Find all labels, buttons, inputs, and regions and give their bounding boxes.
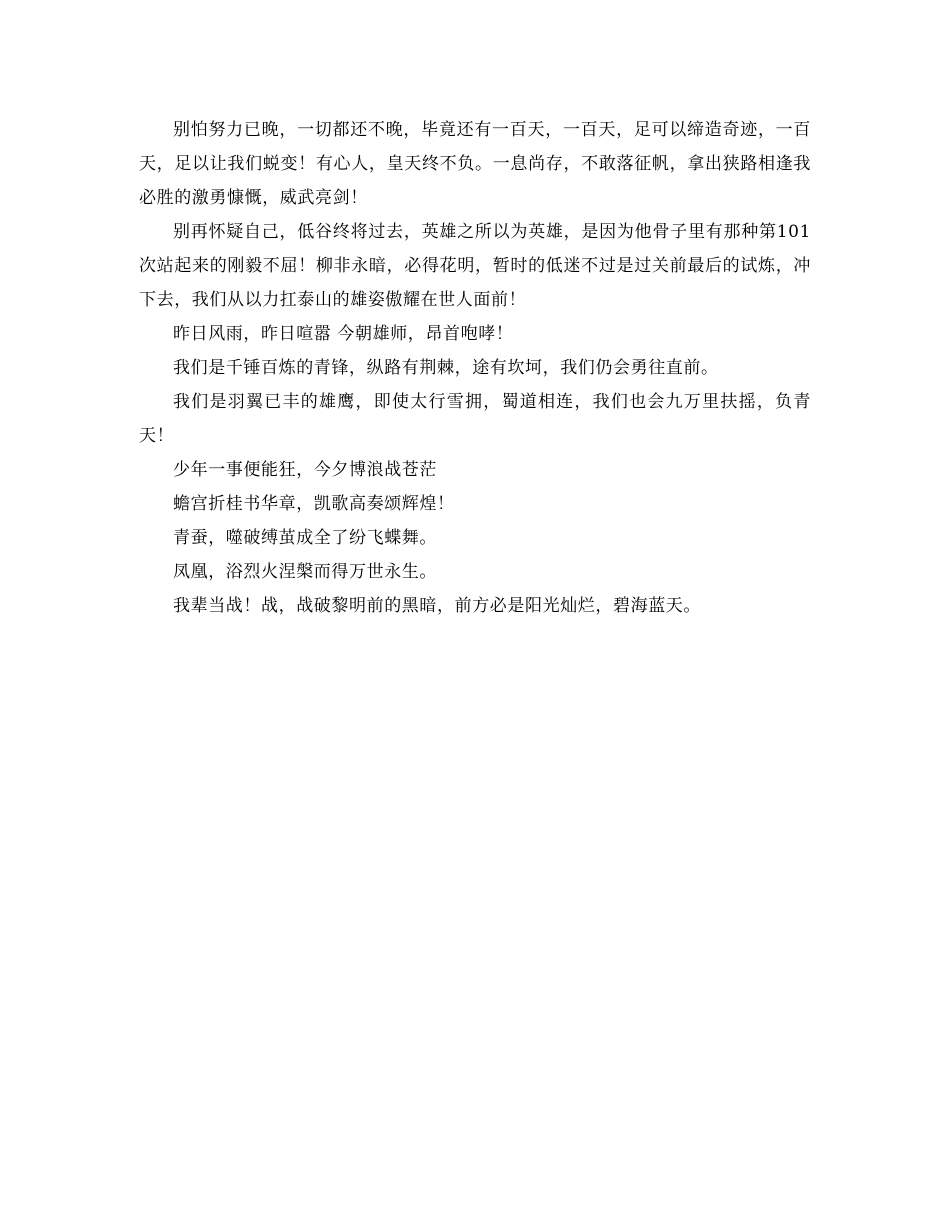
paragraph-7: 蟾宫折桂书华章，凯歌高奏颂辉煌！ — [173, 494, 455, 514]
paragraph-5: 我们是羽翼已丰的雄鹰，即使太行雪拥，蜀道相连，我们也会九万里扶摇，负青天！ — [139, 392, 811, 446]
paragraph-3: 昨日风雨，昨日喧嚣 今朝雄师，昂首咆哮！ — [173, 324, 514, 344]
paragraph-2: 别再怀疑自己，低谷终将过去，英雄之所以为英雄，是因为他骨子里有那种第101次站起来的刚毅不屈！柳非永暗，必得花明，暂时的低迷不过是过关前最后的试炼，冲下去，我们从以力扛泰山的雄姿傲耀在世人面前！ — [139, 222, 811, 310]
paragraph-8: 青蚕，噬破缚茧成全了纷飞蝶舞。 — [173, 528, 437, 548]
paragraph-10: 我辈当战！战，战破黎明前的黑暗，前方必是阳光灿烂，碧海蓝天。 — [173, 596, 701, 616]
paragraph-9: 凤凰，浴烈火涅槃而得万世永生。 — [173, 562, 437, 582]
paragraph-4: 我们是千锤百炼的青锋，纵路有荆棘，途有坎坷，我们仍会勇往直前。 — [173, 358, 719, 378]
document-body — [139, 113, 811, 623]
paragraph-6: 少年一事便能狂，今夕博浪战苍茫 — [173, 460, 437, 480]
paragraph-1: 别怕努力已晚，一切都还不晚，毕竟还有一百天，一百天，足可以缔造奇迹，一百天，足以让我们蜕变！有心人，皇天终不负。一息尚存，不敢落征帆，拿出狭路相逢我必胜的激勇慷慨，威武亮剑！ — [139, 120, 811, 208]
